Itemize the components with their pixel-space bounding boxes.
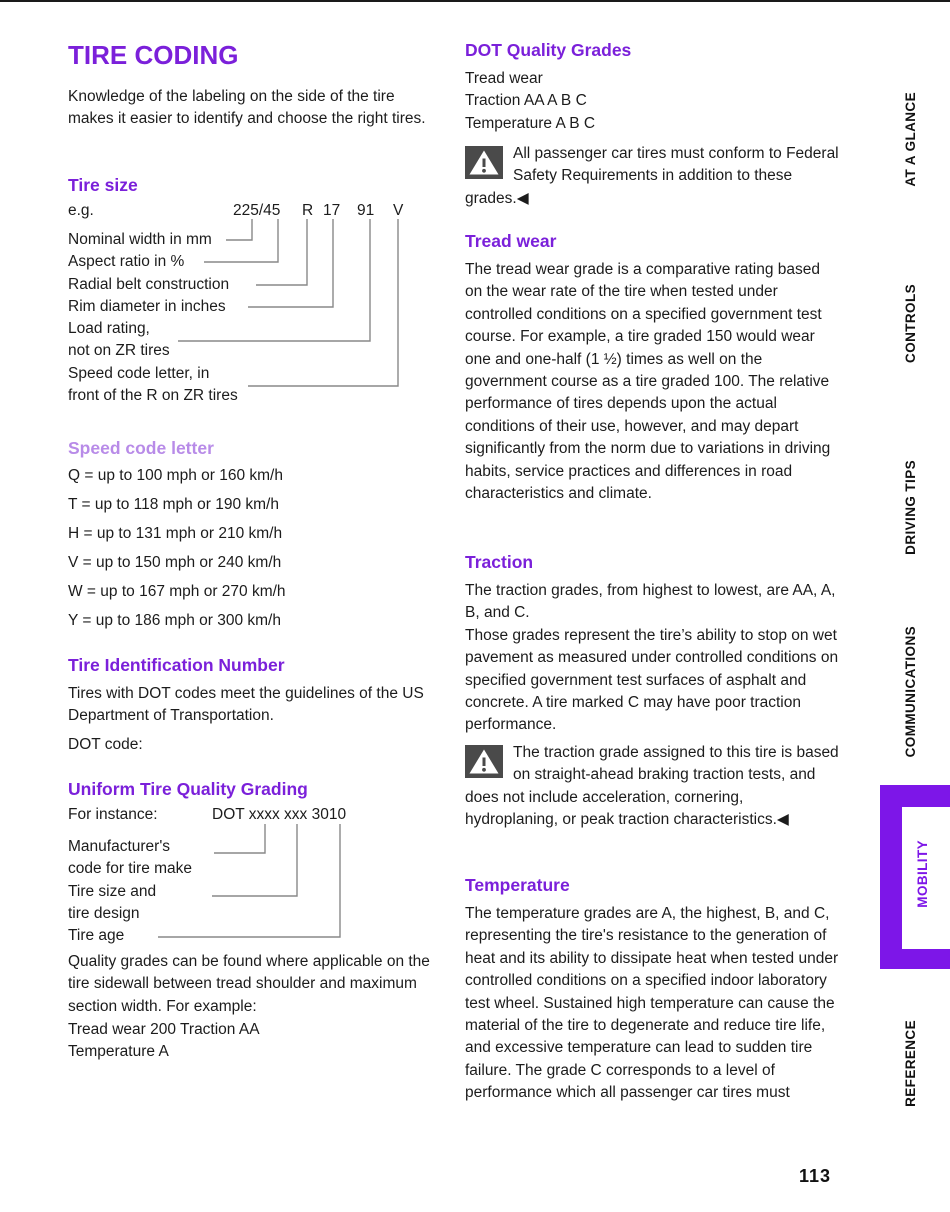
tire-size-heading: Tire size xyxy=(68,175,138,195)
dot-code-label-line: tire design xyxy=(68,904,140,922)
tire-size-label: front of the R on ZR tires xyxy=(68,387,238,405)
warning-icon xyxy=(465,745,503,783)
dot-quality-line: Tread wear xyxy=(465,70,543,87)
speed-code-heading: Speed code letter xyxy=(68,438,214,458)
sidebar-item-at-a-glance[interactable]: AT A GLANCE xyxy=(903,92,918,187)
tire-size-label: Radial belt construction xyxy=(68,275,230,293)
for-instance-label: For instance: xyxy=(68,806,158,823)
dot-quality-lines xyxy=(465,68,595,135)
speed-code-list xyxy=(68,461,286,635)
temperature-body: The temperature grades are A, the highest, B, and C, representing the tire's resistance to the generation of heat and its ability to dissipate heat when tested under controlled conditions on a specified indoor laboratory test wheel. Sustained high temperature can cause the material of the tire to degenerate and reduce tire life, and excessive temperature can lead to sudden tire failure. The grade C corresponds to a level of performance which all passenger car tires must xyxy=(465,905,839,1102)
quality-grades-paragraph: Quality grades can be found where applicable on the tire sidewall between tread shoulder and maximum section width. For example: xyxy=(68,953,430,1015)
traction-body xyxy=(465,580,841,737)
tread-wear-heading: Tread wear xyxy=(465,231,557,251)
quality-grades-example xyxy=(68,1019,260,1064)
warning-text: The traction grade assigned to this tire is based on straight-ahead braking traction tests, and does not include acceleration, cornering, hydroplaning, or peak traction characteristics.◀ xyxy=(465,744,839,829)
dot-code-label-line: Manufacturer's xyxy=(68,838,171,855)
sidebar-item-mobility-active-tab[interactable] xyxy=(880,785,950,969)
warning-note-federal xyxy=(465,143,839,210)
tire-size-label: Load rating, xyxy=(68,320,150,338)
tire-size-label: Nominal width in mm xyxy=(68,231,212,248)
dot-code-label-line: code for tire make xyxy=(68,860,193,878)
dot-code-label: DOT code: xyxy=(68,736,143,753)
speed-code-item: V = up to 150 mph or 240 km/h xyxy=(68,554,282,571)
tire-code-speed: V xyxy=(393,202,404,219)
sidebar-item-reference[interactable]: REFERENCE xyxy=(903,1020,918,1107)
warning-note-traction xyxy=(465,742,839,832)
traction-paragraph: The traction grades, from highest to lowest, are AA, A, B, and C. xyxy=(465,582,836,622)
example-line: Temperature A xyxy=(68,1043,169,1061)
speed-code-item: W = up to 167 mph or 270 km/h xyxy=(68,583,286,600)
page-number: 113 xyxy=(799,1166,832,1186)
traction-heading: Traction xyxy=(465,552,534,572)
dot-code-example: DOT xxxx xxx 3010 xyxy=(212,806,347,823)
example-line: Tread wear 200 Traction AA xyxy=(68,1021,260,1038)
tire-size-label: Speed code letter, in xyxy=(68,364,210,382)
dot-code-label-line: Tire size and xyxy=(68,882,157,900)
speed-code-item: H = up to 131 mph or 210 km/h xyxy=(68,525,283,542)
warning-text: All passenger car tires must conform to Federal Safety Requirements in addition to these grades.◀ xyxy=(465,145,839,207)
tire-code-rim: 17 xyxy=(323,202,341,219)
warning-icon xyxy=(465,146,503,184)
dot-quality-line: Traction AA A B C xyxy=(465,92,587,110)
page-top-border xyxy=(0,0,950,2)
sidebar-item-driving-tips[interactable]: DRIVING TIPS xyxy=(903,460,918,555)
traction-paragraph: Those grades represent the tire’s ability to stop on wet pavement as measured under controlled conditions on specified government test surfaces of asphalt and concrete. A tire marked C may have poor traction performance. xyxy=(465,626,839,734)
mobility-tab-inner xyxy=(902,807,950,949)
dot-code-diagram xyxy=(68,806,440,948)
sidebar-item-communications[interactable]: COMMUNICATIONS xyxy=(903,626,918,758)
tire-code-load: 91 xyxy=(357,202,375,219)
utqg-heading: Uniform Tire Quality Grading xyxy=(68,779,308,799)
page-title: TIRE CODING xyxy=(68,40,239,70)
speed-code-item: Q = up to 100 mph or 160 km/h xyxy=(68,467,283,484)
tire-size-label: not on ZR tires xyxy=(68,342,170,360)
tire-size-example-label: e.g. xyxy=(68,202,94,219)
dot-code-label-line: Tire age xyxy=(68,927,125,945)
sidebar-item-mobility[interactable]: MOBILITY xyxy=(915,840,930,908)
tire-size-diagram xyxy=(68,202,440,434)
speed-code-item: T = up to 118 mph or 190 km/h xyxy=(68,496,279,513)
tire-code-radial: R xyxy=(302,202,314,219)
tire-size-label: Aspect ratio in % xyxy=(68,253,185,271)
tire-code-width: 225/45 xyxy=(233,202,281,219)
sidebar-item-controls[interactable]: CONTROLS xyxy=(903,284,918,363)
intro-paragraph: Knowledge of the labeling on the side of the tire makes it easier to identify and choose the right tires. xyxy=(68,88,426,128)
tin-heading: Tire Identification Number xyxy=(68,655,285,675)
dot-quality-heading: DOT Quality Grades xyxy=(465,40,632,60)
speed-code-item: Y = up to 186 mph or 300 km/h xyxy=(68,612,281,629)
tread-wear-body: The tread wear grade is a comparative rating based on the wear rate of the tire when tested under controlled conditions on a specified government test course. For example, a tire graded 150 would wear one and one-half (1 ½) times as well on the government course as a tire graded 100. The relative performance of tires depends upon the actual conditions of their use, however, and may depart significantly from the norm due to variations in driving habits, service practices and differences in road characteristics and climate. xyxy=(465,261,831,503)
dot-quality-line: Temperature A B C xyxy=(465,114,596,132)
temperature-heading: Temperature xyxy=(465,875,570,895)
tin-body: Tires with DOT codes meet the guidelines of the US Department of Transportation. xyxy=(68,685,424,725)
tire-size-label: Rim diameter in inches xyxy=(68,297,226,315)
